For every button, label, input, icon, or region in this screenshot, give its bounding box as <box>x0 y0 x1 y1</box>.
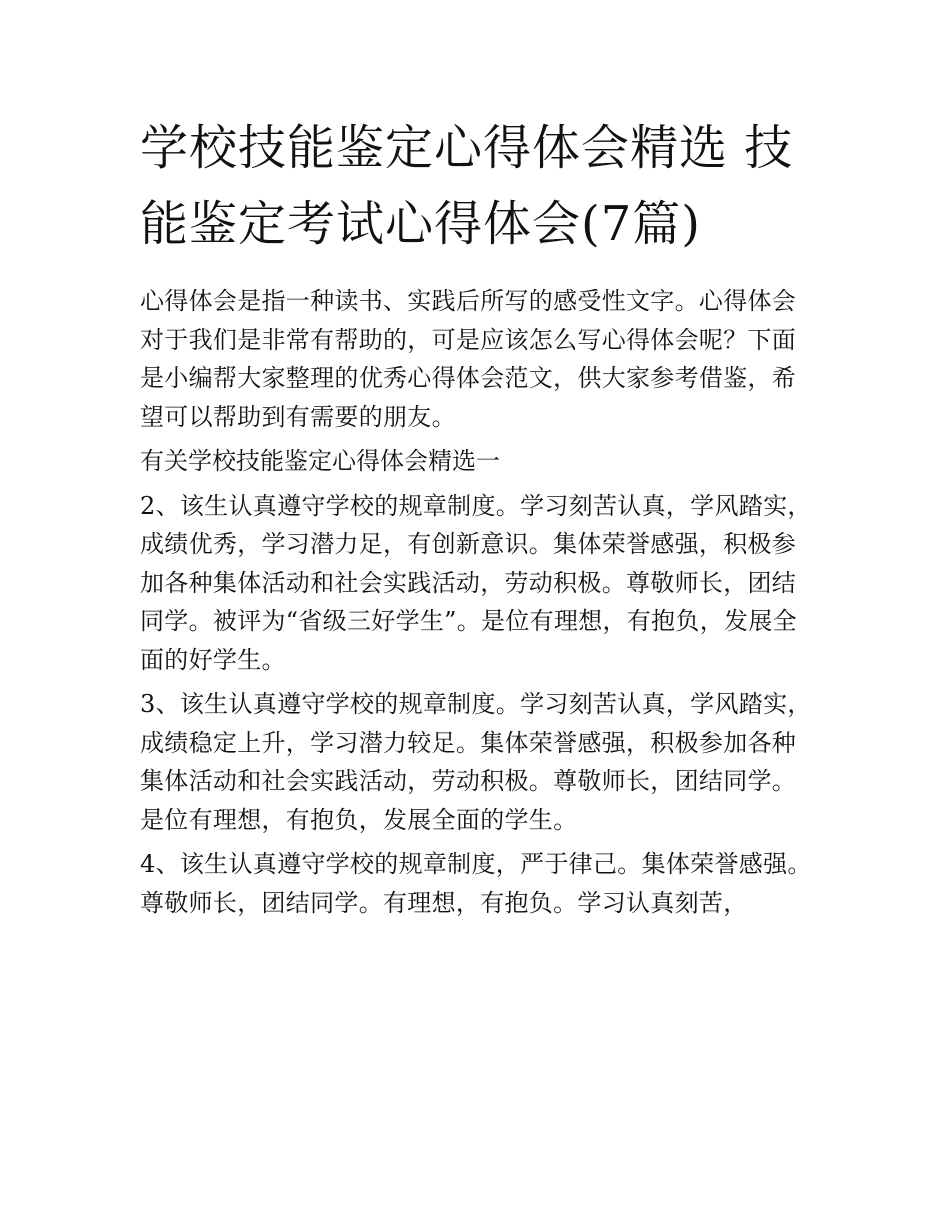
page-title: 学校技能鉴定心得体会精选 技能鉴定考试心得体会(7篇) <box>140 120 794 252</box>
section-heading: 有关学校技能鉴定心得体会精选一 <box>140 447 500 475</box>
paragraph-item-4: 4、该生认真遵守学校的规章制度，严于律己。集体荣誉感强。尊敬师长，团结同学。有理想，有抱负。学习认真刻苦， <box>140 850 812 917</box>
intro-paragraph: 心得体会是指一种读书、实践后所写的感受性文字。心得体会对于我们是非常有帮助的，可是应该怎么写心得体会呢？下面是小编帮大家整理的优秀心得体会范文，供大家参考借鉴，希望可以帮助到有需要的朋友。 <box>140 287 797 431</box>
paragraph-item-3: 3、该生认真遵守学校的规章制度。学习刻苦认真，学风踏实，成绩稳定上升，学习潜力较足。集体荣誉感强，积极参加各种集体活动和社会实践活动，劳动积极。尊敬师长，团结同学。是位有理想，有抱负，发展全面的学生。 <box>140 690 812 834</box>
document-body <box>140 282 815 928</box>
paragraph-item-2: 2、该生认真遵守学校的规章制度。学习刻苦认真，学风踏实，成绩优秀，学习潜力足，有创新意识。集体荣誉感强，积极参加各种集体活动和社会实践活动，劳动积极。尊敬师长，团结同学。被评为“省级三好学生”。是位有理想，有抱负，发展全面的好学生。 <box>140 491 812 674</box>
